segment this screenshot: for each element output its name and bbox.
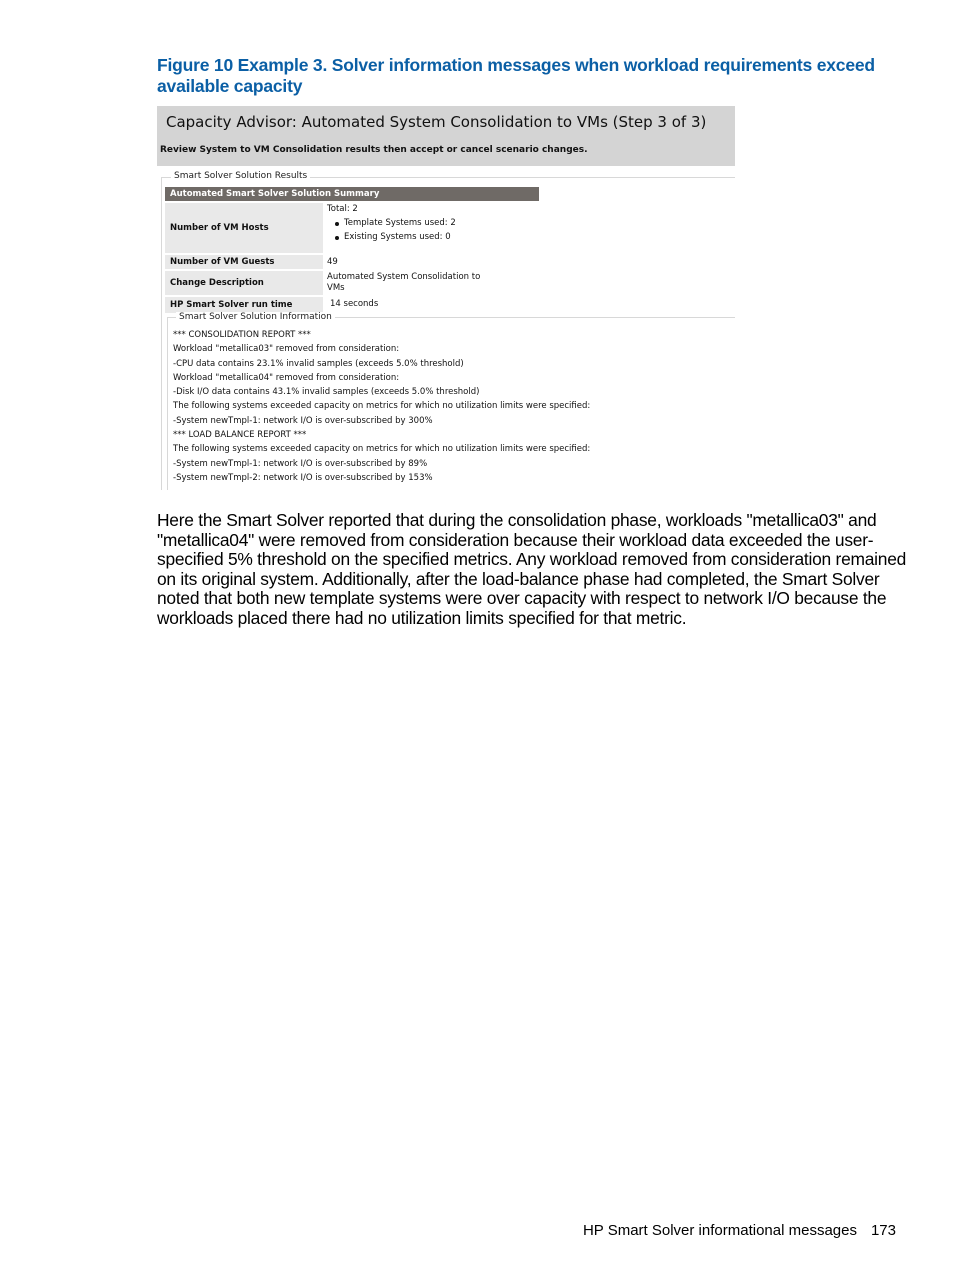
report-line: The following systems exceeded capacity on metrics for which no utilization limits were specified:	[173, 401, 591, 412]
figure-caption: Figure 10 Example 3. Solver information messages when workload requirements exceed available capacity	[157, 55, 875, 96]
report-line: The following systems exceeded capacity on metrics for which no utilization limits were specified:	[173, 444, 591, 455]
change-description-value: Automated System Consolidation to VMs	[327, 272, 481, 293]
table-row-vm-hosts	[165, 203, 565, 253]
vm-guests-value: 49	[327, 257, 338, 267]
body-paragraph: Here the Smart Solver reported that during the consolidation phase, workloads "metallica03" and "metallica04" were removed from consideration because their workload data exceeded the user-specified 5% threshold on the specified metrics. Any workload removed from consideration remained on its original system. Additionally, after the load-balance phase had completed, the Smart Solver noted that both new template systems were over capacity with respect to network I/O because the workloads placed there had no utilization limits specified for that metric.	[157, 510, 907, 628]
report-line: -CPU data contains 23.1% invalid samples (exceeds 5.0% threshold)	[173, 358, 464, 369]
page-footer	[583, 1222, 896, 1239]
results-legend: Smart Solver Solution Results	[171, 171, 310, 181]
vm-hosts-total: Total: 2	[327, 204, 358, 214]
solver-report	[173, 328, 733, 485]
vm-hosts-list	[327, 217, 527, 244]
vm-hosts-label: Number of VM Hosts	[165, 203, 323, 253]
info-legend: Smart Solver Solution Information	[176, 312, 335, 322]
table-row-change-description	[165, 271, 565, 295]
report-line: -Disk I/O data contains 43.1% invalid samples (exceeds 5.0% threshold)	[173, 387, 480, 398]
page-number: 173	[870, 1222, 896, 1239]
footer-section-title: HP Smart Solver informational messages	[582, 1222, 857, 1239]
report-line: Workload "metallica03" removed from consideration:	[173, 344, 400, 355]
vm-hosts-value	[327, 204, 527, 244]
table-row-vm-guests	[165, 255, 565, 269]
capacity-advisor-screenshot	[157, 106, 735, 490]
report-line: -System newTmpl-1: network I/O is over-subscribed by 300%	[173, 415, 433, 426]
vm-guests-label: Number of VM Guests	[165, 255, 323, 269]
list-item: Template Systems used: 2	[344, 217, 527, 231]
report-line: *** CONSOLIDATION REPORT ***	[173, 330, 311, 340]
run-time-value: 14 seconds	[330, 299, 379, 309]
screenshot-title: Capacity Advisor: Automated System Consolidation to VMs (Step 3 of 3)	[166, 113, 707, 131]
screenshot-header	[157, 106, 735, 166]
summary-header: Automated Smart Solver Solution Summary	[165, 187, 539, 201]
run-time-label: HP Smart Solver run time	[165, 297, 323, 313]
report-line: -System newTmpl-2: network I/O is over-subscribed by 153%	[173, 472, 433, 483]
report-line: Workload "metallica04" removed from consideration:	[173, 372, 400, 383]
table-row-run-time	[165, 297, 565, 313]
change-description-label: Change Description	[165, 271, 323, 295]
list-item: Existing Systems used: 0	[344, 231, 527, 245]
report-line: *** LOAD BALANCE REPORT ***	[173, 430, 307, 441]
report-line: -System newTmpl-1: network I/O is over-subscribed by 89%	[173, 458, 428, 469]
screenshot-subtitle: Review System to VM Consolidation results then accept or cancel scenario changes.	[160, 145, 588, 155]
